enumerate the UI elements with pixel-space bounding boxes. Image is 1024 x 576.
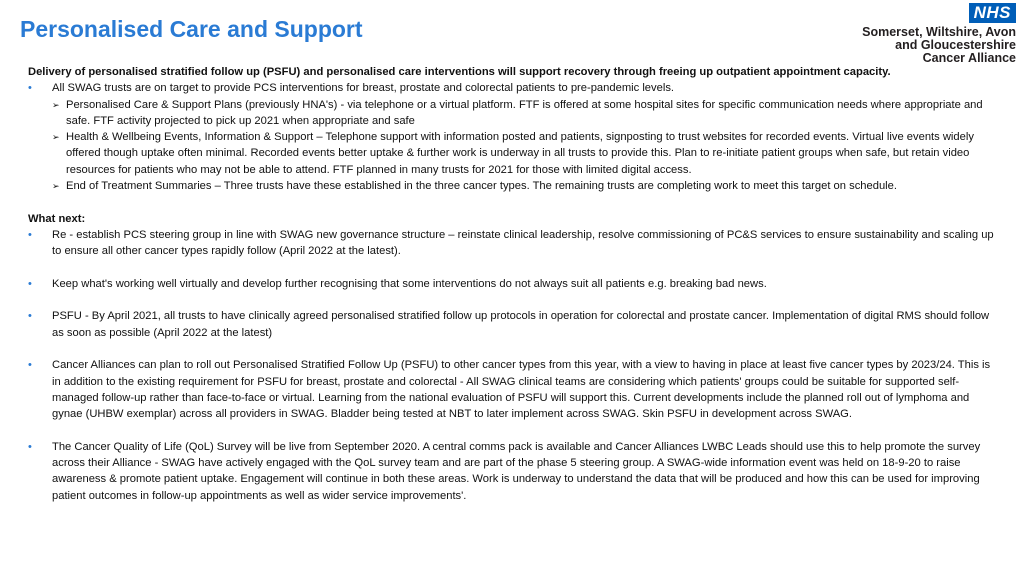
bullet-icon: • [28, 440, 32, 453]
next-bullet [28, 276, 1000, 292]
bullet-icon: • [28, 82, 32, 95]
next-bullet [28, 439, 1000, 504]
sub-item-text: End of Treatment Summaries – Three trusts have these established in the three cancer types. The remaining trusts are completing work to meet this target on schedule. [66, 180, 897, 193]
intro-heading: Delivery of personalised stratified follow up (PSFU) and personalised care interventions will support recovery through freeing up outpatient appointment capacity. [28, 66, 891, 78]
arrow-bullet-icon: ➢ [52, 132, 60, 143]
organisation-name [856, 26, 1016, 65]
sub-item [52, 129, 1000, 178]
sub-item [52, 97, 1000, 130]
bullet-text: Cancer Alliances can plan to roll out Personalised Stratified Follow Up (PSFU) to other cancer types from this year, with a view to having in place at least five cancer types by 2023/24. This is in addition to the existing requirement for PSFU for breast, prostate and colorectal - All SWAG clinical teams are considering which patients' groups could be suitable for supported self-managed follow-up rather than face-to-face or virtual. Learning from the national evaluation of PSFU will support this. Current developments include the planned roll out of lymphoma and gynae (UHBW exemplar) across all providers in SWAG. Bladder being tested at NBT to later implement across SWAG. Skin PSFU in development across SWAG. [52, 359, 991, 421]
sub-item-text: Personalised Care & Support Plans (previously HNA's) - via telephone or a virtual platform. FTF is offered at some hospital sites for specific communication needs where appropriate and safe. FTF activity projected to pick up 2021 when appropriate and safe [66, 98, 983, 127]
sub-item-text: Health & Wellbeing Events, Information & Support – Telephone support with information posted and patients, signposting to trust websites for recorded events. Virtual live events widely offered though uptake often minimal. Recorded events better uptake & further work is underway in all trusts to provide this. Plan to re-initiate patient groups when safe, but retain video resources for patients who may not be able to attend. FTF planned in many trusts for 2021 for those with limited digital access. [66, 131, 974, 176]
next-bullet [28, 308, 1000, 341]
what-next-heading: What next: [28, 212, 86, 225]
org-line: Somerset, Wiltshire, Avon [862, 25, 1016, 39]
bullet-icon: • [28, 310, 32, 323]
next-bullet [28, 357, 1000, 422]
bullet-text: All SWAG trusts are on target to provide PCS interventions for breast, prostate and colorectal patients to pre-pandemic levels. [52, 82, 675, 95]
bullet-icon: • [28, 277, 32, 290]
bullet-text: The Cancer Quality of Life (QoL) Survey will be live from September 2020. A central comms pack is available and Cancer Alliances LWBC Leads should use this to help promote the survey across their Alliance - SWAG have actively engaged with the QoL survey team and are part of the phase 5 steering group. A SWAG-wide information event was held on 18-9-20 to raise awareness & promote patient uptake. Engagement will continue in both these areas. Work is underway to understand the data that will be produced and how this can be used for improving patient outcomes in follow-up appointments as well as wider service improvements'. [52, 440, 981, 502]
nhs-badge: NHS [969, 3, 1016, 23]
bullet-text: PSFU - By April 2021, all trusts to have clinically agreed personalised stratified follow up protocols in operation for colorectal and prostate cancer. Implementation of digital RMS should follow as soon as possible (April 2022 at the latest) [52, 310, 990, 339]
sub-item [52, 178, 1000, 194]
org-line: and Gloucestershire [895, 38, 1016, 52]
bullet-icon: • [28, 228, 32, 241]
org-line: Cancer Alliance [922, 51, 1016, 65]
intro-bullet [28, 80, 1000, 96]
page-title: Personalised Care and Support [20, 16, 363, 42]
bullet-text: Keep what's working well virtually and develop further recognising that some interventions do not always suit all patients e.g. breaking bad news. [52, 277, 767, 290]
nhs-logo [856, 3, 1016, 65]
next-bullet [28, 227, 1000, 260]
arrow-bullet-icon: ➢ [52, 99, 60, 110]
slide-body [28, 64, 1000, 504]
arrow-bullet-icon: ➢ [52, 181, 60, 192]
bullet-icon: • [28, 359, 32, 372]
bullet-text: Re - establish PCS steering group in line with SWAG new governance structure – reinstate clinical leadership, resolve commissioning of PC&S services to ensure sustainability and scaling up to ensure all other cancer types rapidly follow (April 2022 at the latest). [52, 228, 994, 258]
